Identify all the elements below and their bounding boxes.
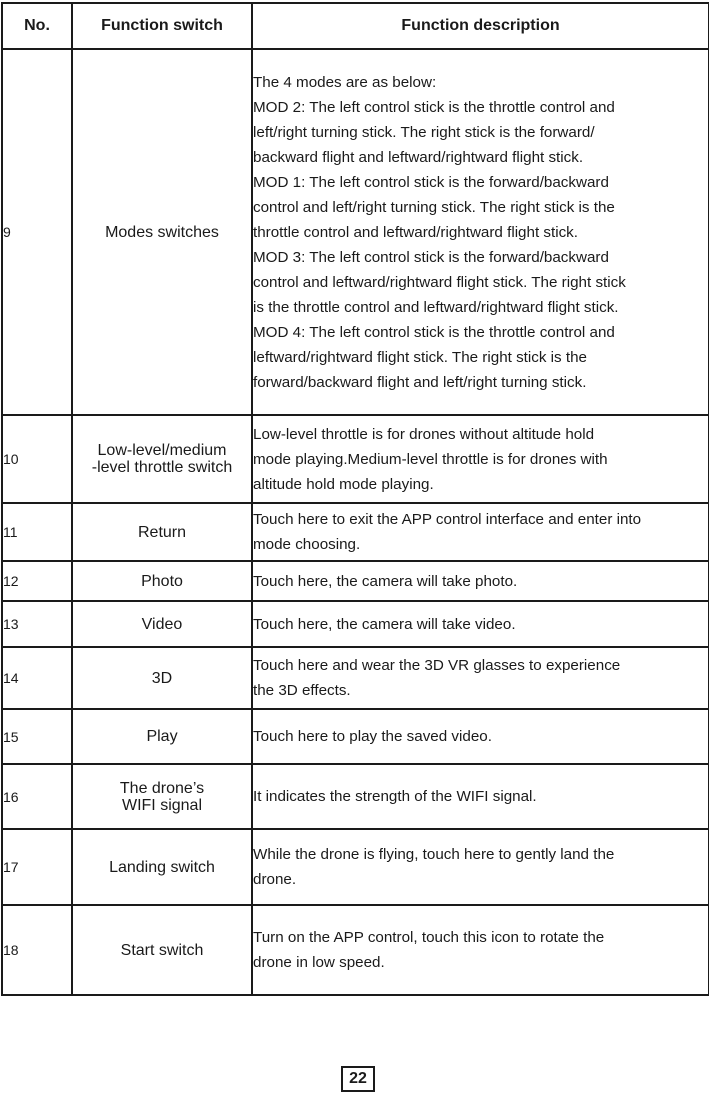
- function-switch-cell: [72, 49, 252, 415]
- function-switch-text: WIFI signal: [121, 796, 202, 814]
- function-switch-text: Landing switch: [109, 858, 215, 876]
- description-line: MOD 2: The left control stick is the throttle control and: [253, 98, 615, 116]
- table-body: [2, 49, 709, 995]
- row-number: 9: [2, 49, 72, 415]
- function-switch-text: Video: [141, 615, 183, 633]
- function-switch-cell: [72, 647, 252, 709]
- table-row: [2, 647, 709, 709]
- description-line: mode playing.Medium-level throttle is for drones with: [253, 450, 608, 468]
- table-row: [2, 829, 709, 905]
- table-row: [2, 415, 709, 503]
- description-line: The 4 modes are as below:: [253, 73, 437, 91]
- description-line: control and left/right turning stick. The right stick is the: [253, 198, 615, 216]
- table-header-row: [2, 3, 709, 49]
- description-line: Touch here and wear the 3D VR glasses to experience: [253, 657, 621, 674]
- row-number: 11: [2, 503, 72, 561]
- description-line: Touch here to play the saved video.: [253, 728, 492, 745]
- row-number: 16: [2, 764, 72, 829]
- description-line: It indicates the strength of the WIFI signal.: [253, 788, 537, 805]
- description-line: drone in low speed.: [253, 954, 385, 971]
- function-switch-cell: [72, 905, 252, 995]
- description-line: While the drone is flying, touch here to gently land the: [253, 846, 615, 863]
- page-number: 22: [341, 1066, 375, 1092]
- function-switch-cell: [72, 561, 252, 601]
- description-line: MOD 4: The left control stick is the throttle control and: [253, 323, 615, 341]
- function-switch-text: Photo: [141, 572, 183, 590]
- function-description-cell: [252, 709, 709, 764]
- function-description-cell: [252, 415, 709, 503]
- table-row: [2, 503, 709, 561]
- function-switch-text: Low-level/medium: [97, 442, 227, 459]
- description-line: mode choosing.: [253, 536, 361, 553]
- description-line: throttle control and leftward/rightward flight stick.: [253, 223, 578, 241]
- description-line: drone.: [253, 871, 297, 888]
- function-description-cell: [252, 561, 709, 601]
- description-line: control and leftward/rightward flight stick. The right stick: [253, 273, 626, 291]
- description-line: is the throttle control and leftward/rightward flight stick.: [253, 298, 619, 316]
- description-line: Turn on the APP control, touch this icon to rotate the: [253, 929, 605, 946]
- function-switch-text: Modes switches: [105, 223, 219, 241]
- table-row: [2, 601, 709, 647]
- description-line: Touch here, the camera will take photo.: [253, 572, 518, 590]
- function-switch-cell: [72, 503, 252, 561]
- table-row: [2, 561, 709, 601]
- description-line: Low-level throttle is for drones without altitude hold: [253, 425, 595, 443]
- row-number: 18: [2, 905, 72, 995]
- function-description-cell: [252, 829, 709, 905]
- description-line: forward/backward flight and left/right turning stick.: [253, 373, 587, 391]
- description-line: Touch here, the camera will take video.: [253, 615, 516, 633]
- function-switch-cell: [72, 829, 252, 905]
- function-switch-cell: [72, 601, 252, 647]
- function-description-cell: [252, 764, 709, 829]
- description-line: left/right turning stick. The right stick is the forward/: [253, 123, 595, 141]
- row-number: 15: [2, 709, 72, 764]
- table-row: [2, 764, 709, 829]
- function-switch-text: Return: [137, 523, 187, 541]
- table-row: [2, 709, 709, 764]
- function-switch-cell: [72, 709, 252, 764]
- header-no: No.: [2, 3, 72, 49]
- function-switch-text: -level throttle switch: [91, 459, 233, 476]
- row-number: 10: [2, 415, 72, 503]
- function-switch-cell: [72, 764, 252, 829]
- function-table: [1, 2, 709, 996]
- function-switch-text: Start switch: [120, 941, 204, 959]
- description-line: MOD 3: The left control stick is the forward/backward: [253, 248, 609, 266]
- function-description-cell: [252, 905, 709, 995]
- row-number: 14: [2, 647, 72, 709]
- row-number: 13: [2, 601, 72, 647]
- function-switch-cell: [72, 415, 252, 503]
- description-line: backward flight and leftward/rightward flight stick.: [253, 148, 584, 166]
- function-description-cell: [252, 503, 709, 561]
- row-number: 17: [2, 829, 72, 905]
- table-row: [2, 49, 709, 415]
- description-line: MOD 1: The left control stick is the forward/backward: [253, 173, 609, 191]
- description-line: leftward/rightward flight stick. The right stick is the: [253, 348, 587, 366]
- function-description-cell: [252, 647, 709, 709]
- table-row: [2, 905, 709, 995]
- function-switch-text: Play: [146, 728, 178, 745]
- row-number: 12: [2, 561, 72, 601]
- description-line: the 3D effects.: [253, 682, 351, 699]
- function-description-cell: [252, 49, 709, 415]
- function-description-cell: [252, 601, 709, 647]
- description-line: Touch here to exit the APP control interface and enter into: [253, 511, 642, 528]
- function-switch-text: 3D: [151, 669, 173, 687]
- header-function-switch: Function switch: [72, 3, 252, 49]
- description-line: altitude hold mode playing.: [253, 475, 434, 493]
- function-switch-text: The drone’s: [119, 779, 205, 797]
- header-function-description: Function description: [252, 3, 709, 49]
